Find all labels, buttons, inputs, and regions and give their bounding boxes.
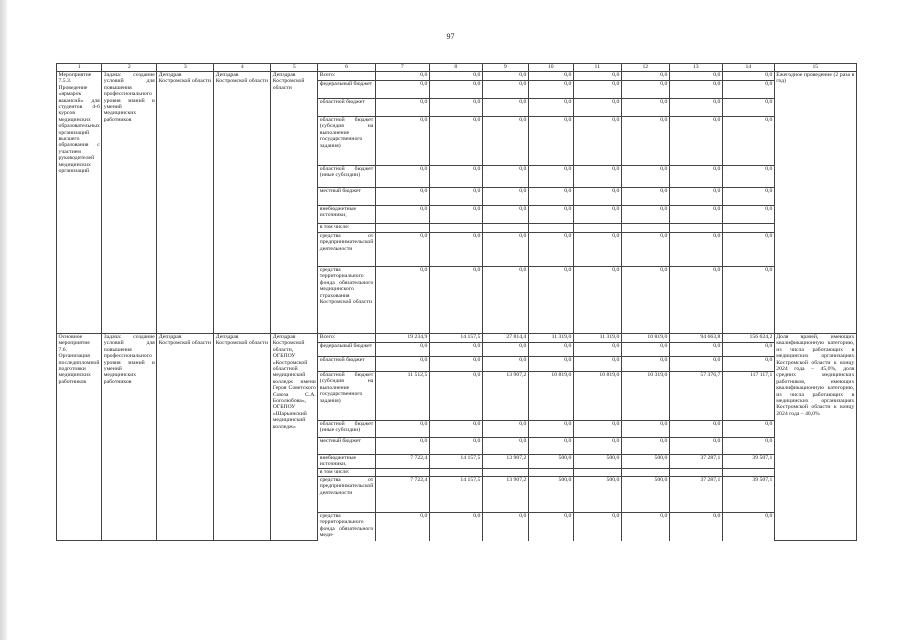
amount-cell: 0,0 (669, 267, 722, 334)
amount-cell: 0,0 (722, 99, 774, 117)
amount-cell: 500,0 (528, 455, 573, 469)
amount-cell: 0,0 (573, 81, 621, 99)
executor-cell: Депздрав Костромской области, ОГБПОУ «Костромской областной медицинский колледж имени Героя Советского Союза С.А. Боголюбова», ОГБПОУ «Шарьинский медицинский колледж» (271, 334, 318, 541)
amount-cell: 14 157,5 (429, 477, 482, 513)
amount-cell: 117 117,1 (722, 372, 774, 421)
amount-cell: 0,0 (669, 206, 722, 224)
amount-cell: 0,0 (375, 438, 429, 455)
funding-source: областной бюджет (318, 99, 376, 117)
amount-cell: 0,0 (375, 421, 429, 438)
amount-cell: 0,0 (573, 343, 621, 357)
amount-cell: 0,0 (482, 99, 528, 117)
amount-cell: 0,0 (482, 421, 528, 438)
amount-cell: 0,0 (482, 233, 528, 267)
executor-cell: Депздрав Костромской области (271, 72, 318, 334)
amount-cell: 0,0 (669, 343, 722, 357)
amount-cell: 0,0 (573, 438, 621, 455)
funding-source: Всего: (318, 72, 376, 81)
column-number-row (57, 64, 857, 72)
amount-cell: 14 157,5 (429, 455, 482, 469)
amount-cell: 11 512,5 (375, 372, 429, 421)
amount-cell: 0,0 (482, 357, 528, 372)
amount-cell: 0,0 (621, 206, 669, 224)
amount-cell: 0,0 (375, 343, 429, 357)
amount-cell: 0,0 (573, 188, 621, 206)
amount-cell: 0,0 (669, 72, 722, 81)
amount-cell: 0,0 (573, 513, 621, 541)
amount-cell: 0,0 (621, 421, 669, 438)
amount-cell: 0,0 (528, 267, 573, 334)
column-number: 2 (102, 64, 157, 72)
amount-cell: 0,0 (722, 267, 774, 334)
funding-source: средства территориального фонда обязательного медицинского страхования Костромской области (318, 267, 376, 334)
funding-source: местный бюджет (318, 188, 376, 206)
amount-cell: 0,0 (573, 233, 621, 267)
amount-cell: 0,0 (482, 343, 528, 357)
amount-cell (375, 469, 429, 477)
amount-cell: 0,0 (375, 206, 429, 224)
amount-cell: 0,0 (482, 188, 528, 206)
amount-cell: 0,0 (621, 267, 669, 334)
amount-cell: 0,0 (528, 188, 573, 206)
funding-source: средства от предпринимательской деятельности (318, 233, 376, 267)
amount-cell: 57 376,7 (669, 372, 722, 421)
amount-cell: 0,0 (429, 421, 482, 438)
funding-source: внебюджетные источники, (318, 206, 376, 224)
amount-cell: 37 287,1 (669, 455, 722, 469)
amount-cell: 0,0 (429, 166, 482, 188)
amount-cell: 0,0 (482, 117, 528, 166)
customer-cell: Депздрав Костромской области (157, 334, 214, 541)
column-number: 4 (214, 64, 271, 72)
amount-cell: 0,0 (482, 267, 528, 334)
budget-table (56, 63, 857, 541)
amount-cell: 0,0 (621, 166, 669, 188)
measure-name: Мероприятие 7.5.3. Проведение «ярмарок вакансий» для студентов 4-6 курсов медицинских образовательных организаций высшего образования с участием руководителей медицинских организаций (57, 72, 102, 334)
amount-cell: 500,0 (573, 455, 621, 469)
amount-cell (482, 224, 528, 233)
amount-cell: 0,0 (375, 166, 429, 188)
column-number: 7 (375, 64, 429, 72)
amount-cell: 0,0 (722, 357, 774, 372)
amount-cell: 37 287,1 (669, 477, 722, 513)
budget-row (57, 72, 857, 81)
amount-cell: 0,0 (482, 166, 528, 188)
amount-cell: 0,0 (528, 343, 573, 357)
funding-source: областной бюджет (иные субсидии) (318, 166, 376, 188)
amount-cell: 0,0 (375, 72, 429, 81)
amount-cell: 0,0 (429, 117, 482, 166)
amount-cell: 0,0 (375, 188, 429, 206)
amount-cell (528, 469, 573, 477)
amount-cell: 0,0 (573, 267, 621, 334)
amount-cell (621, 224, 669, 233)
amount-cell (669, 224, 722, 233)
amount-cell: 10 819,0 (573, 372, 621, 421)
amount-cell: 500,0 (621, 455, 669, 469)
amount-cell: 0,0 (669, 357, 722, 372)
expected-result: Доля врачей, имеющих квалификационную категорию, из числа работающих в медицинских организациях Костромской области к концу 2024 года – 45,0%, доля средних медицинских работников, имеющих квалификационную категорию, из числа работающих в медицинских организациях Костромской области к концу 2024 года – 40,0% (774, 334, 856, 541)
amount-cell: 0,0 (528, 206, 573, 224)
funding-source: в том числе: (318, 224, 376, 233)
amount-cell: 0,0 (722, 513, 774, 541)
page-number: 97 (446, 32, 455, 41)
measure-name: Основное мероприятие 7.6. Организация последипломной подготовки медицинских работников (57, 334, 102, 541)
amount-cell: 0,0 (573, 206, 621, 224)
funding-source: Всего: (318, 334, 376, 343)
amount-cell: 0,0 (528, 421, 573, 438)
amount-cell: 0,0 (621, 81, 669, 99)
amount-cell: 0,0 (429, 513, 482, 541)
amount-cell: 0,0 (669, 117, 722, 166)
amount-cell: 0,0 (669, 421, 722, 438)
amount-cell: 0,0 (375, 513, 429, 541)
amount-cell: 0,0 (429, 372, 482, 421)
column-number: 5 (271, 64, 318, 72)
amount-cell: 0,0 (669, 233, 722, 267)
amount-cell: 10 819,0 (528, 372, 573, 421)
column-number: 11 (573, 64, 621, 72)
amount-cell: 0,0 (669, 438, 722, 455)
amount-cell: 500,0 (573, 477, 621, 513)
amount-cell (375, 224, 429, 233)
column-number: 3 (157, 64, 214, 72)
funding-source: федеральный бюджет (318, 343, 376, 357)
amount-cell: 0,0 (722, 166, 774, 188)
amount-cell: 0,0 (429, 267, 482, 334)
amount-cell: 0,0 (429, 99, 482, 117)
amount-cell: 0,0 (528, 99, 573, 117)
column-number: 9 (482, 64, 528, 72)
amount-cell: 0,0 (528, 233, 573, 267)
column-number: 15 (774, 64, 856, 72)
amount-cell (573, 224, 621, 233)
funding-source: областной бюджет (субсидия на выполнение государственного задания) (318, 372, 376, 421)
column-number: 1 (57, 64, 102, 72)
amount-cell: 11 319,0 (573, 334, 621, 343)
amount-cell: 0,0 (621, 233, 669, 267)
funding-source: средства от предпринимательской деятельности (318, 477, 376, 513)
amount-cell: 0,0 (722, 206, 774, 224)
amount-cell: 0,0 (429, 438, 482, 455)
coexecutor-cell: Депздрав Костромской области (214, 72, 271, 334)
amount-cell: 0,0 (621, 343, 669, 357)
amount-cell: 0,0 (722, 117, 774, 166)
amount-cell: 0,0 (621, 72, 669, 81)
amount-cell (528, 224, 573, 233)
amount-cell: 500,0 (528, 477, 573, 513)
amount-cell: 0,0 (482, 513, 528, 541)
coexecutor-cell: Депздрав Костромской области (214, 334, 271, 541)
amount-cell: 0,0 (722, 188, 774, 206)
column-number: 6 (318, 64, 376, 72)
amount-cell: 500,0 (621, 477, 669, 513)
amount-cell: 0,0 (429, 81, 482, 99)
customer-cell: Депздрав Костромской области (157, 72, 214, 334)
amount-cell: 0,0 (621, 117, 669, 166)
amount-cell: 0,0 (375, 117, 429, 166)
amount-cell (573, 469, 621, 477)
amount-cell: 0,0 (482, 438, 528, 455)
amount-cell: 14 157,5 (429, 334, 482, 343)
expected-result: Ежегодное проведение (2 раза в год) (774, 72, 856, 334)
amount-cell (722, 224, 774, 233)
amount-cell: 0,0 (528, 81, 573, 99)
amount-cell: 0,0 (375, 99, 429, 117)
funding-source: областной бюджет (субсидия на выполнение государственного задания) (318, 117, 376, 166)
amount-cell: 0,0 (621, 188, 669, 206)
amount-cell: 0,0 (669, 188, 722, 206)
amount-cell: 0,0 (429, 343, 482, 357)
amount-cell: 0,0 (375, 357, 429, 372)
amount-cell: 0,0 (573, 166, 621, 188)
amount-cell: 27 814,4 (482, 334, 528, 343)
amount-cell: 0,0 (573, 72, 621, 81)
amount-cell: 0,0 (621, 357, 669, 372)
amount-cell: 39 507,1 (722, 477, 774, 513)
amount-cell: 0,0 (482, 72, 528, 81)
amount-cell: 0,0 (573, 421, 621, 438)
measure-task: Задача: создание условий для повышения профессионального уровня знаний и умений медицинских работников (102, 334, 157, 541)
amount-cell: 0,0 (375, 233, 429, 267)
amount-cell: 0,0 (722, 343, 774, 357)
amount-cell: 13 907,2 (482, 455, 528, 469)
amount-cell: 0,0 (573, 117, 621, 166)
amount-cell: 0,0 (429, 72, 482, 81)
column-number: 12 (621, 64, 669, 72)
column-number: 8 (429, 64, 482, 72)
amount-cell: 0,0 (375, 81, 429, 99)
amount-cell: 0,0 (669, 81, 722, 99)
amount-cell: 0,0 (722, 233, 774, 267)
amount-cell: 10 819,0 (621, 334, 669, 343)
amount-cell: 0,0 (482, 81, 528, 99)
amount-cell: 13 907,2 (482, 372, 528, 421)
funding-source: внебюджетные источники, (318, 455, 376, 469)
funding-source: областной бюджет (318, 357, 376, 372)
column-number: 13 (669, 64, 722, 72)
amount-cell: 0,0 (528, 357, 573, 372)
amount-cell: 0,0 (621, 438, 669, 455)
amount-cell: 0,0 (429, 206, 482, 224)
column-number: 14 (722, 64, 774, 72)
amount-cell: 13 907,2 (482, 477, 528, 513)
amount-cell: 0,0 (573, 99, 621, 117)
amount-cell: 0,0 (722, 72, 774, 81)
amount-cell: 7 722,4 (375, 455, 429, 469)
measure-task: Задача: создание условий для повышения профессионального уровня знаний и умений медицинских работников (102, 72, 157, 334)
amount-cell: 0,0 (621, 99, 669, 117)
amount-cell: 0,0 (482, 206, 528, 224)
column-number: 10 (528, 64, 573, 72)
amount-cell: 11 319,0 (528, 334, 573, 343)
amount-cell: 0,0 (429, 357, 482, 372)
amount-cell: 0,0 (528, 438, 573, 455)
amount-cell: 0,0 (429, 188, 482, 206)
amount-cell: 0,0 (669, 99, 722, 117)
funding-source: средства территориального фонда обязательного меди- (318, 513, 376, 541)
amount-cell (722, 469, 774, 477)
funding-source: областной бюджет (иные субсидии) (318, 421, 376, 438)
amount-cell: 0,0 (528, 117, 573, 166)
funding-source: в том числе: (318, 469, 376, 477)
amount-cell: 0,0 (528, 513, 573, 541)
amount-cell: 0,0 (669, 166, 722, 188)
amount-cell: 0,0 (375, 267, 429, 334)
amount-cell: 0,0 (528, 166, 573, 188)
amount-cell: 0,0 (722, 438, 774, 455)
amount-cell (429, 469, 482, 477)
amount-cell: 0,0 (722, 421, 774, 438)
scan-edge (0, 0, 7, 640)
amount-cell: 39 507,1 (722, 455, 774, 469)
budget-row (57, 334, 857, 343)
amount-cell: 0,0 (528, 72, 573, 81)
amount-cell (669, 469, 722, 477)
amount-cell (482, 469, 528, 477)
funding-source: федеральный бюджет (318, 81, 376, 99)
amount-cell: 0,0 (429, 233, 482, 267)
amount-cell: 19 234,9 (375, 334, 429, 343)
amount-cell (429, 224, 482, 233)
amount-cell: 0,0 (621, 513, 669, 541)
funding-source: местный бюджет (318, 438, 376, 455)
amount-cell: 94 663,8 (669, 334, 722, 343)
amount-cell: 0,0 (722, 81, 774, 99)
amount-cell: 156 624,2 (722, 334, 774, 343)
amount-cell: 7 722,4 (375, 477, 429, 513)
amount-cell: 10 319,0 (621, 372, 669, 421)
amount-cell (621, 469, 669, 477)
amount-cell: 0,0 (669, 513, 722, 541)
amount-cell: 0,0 (573, 357, 621, 372)
